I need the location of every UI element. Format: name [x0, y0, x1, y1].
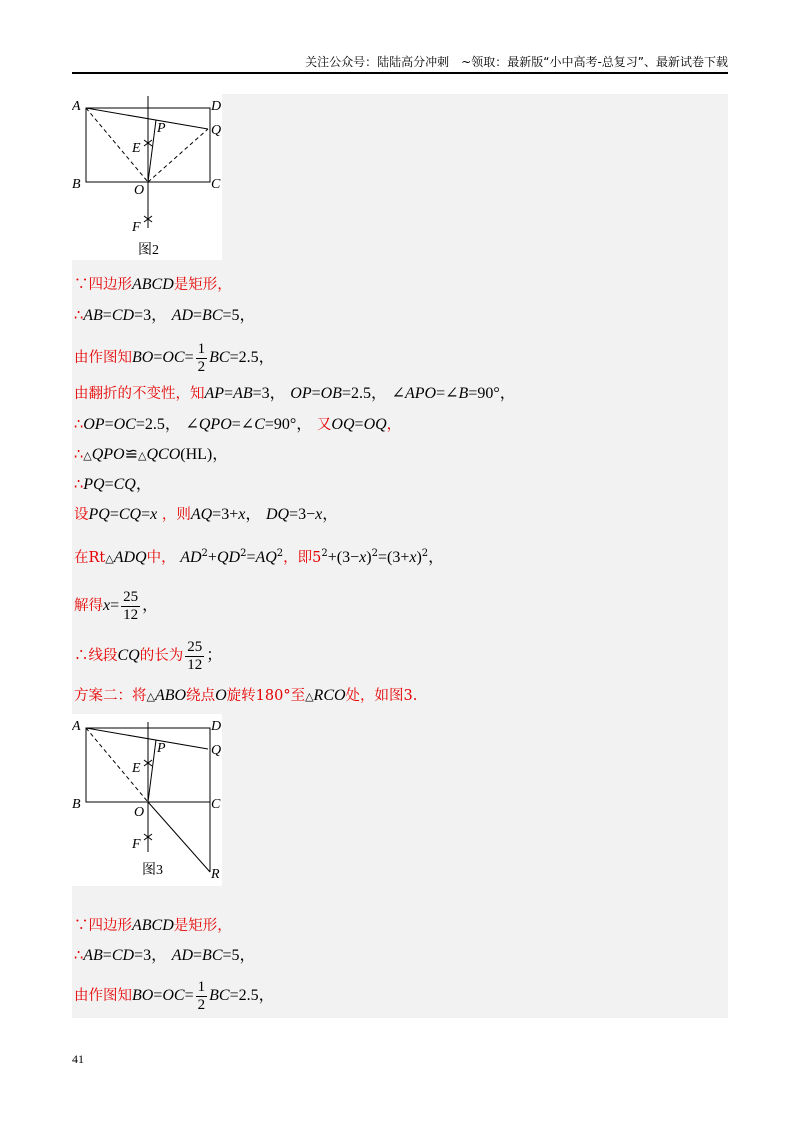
- seg: ∴: [74, 417, 84, 433]
- seg: △: [105, 552, 114, 565]
- seg: ，: [386, 417, 402, 433]
- seg: CD: [111, 307, 135, 324]
- seg: ，则: [161, 507, 191, 523]
- seg: AB: [83, 947, 103, 964]
- seg: 方案二：将: [74, 688, 147, 704]
- seg: ∴: [74, 447, 84, 463]
- seg: PQ: [83, 476, 105, 493]
- seg: 由作图知: [74, 350, 132, 366]
- seg: AD: [171, 947, 194, 964]
- seg: x: [238, 506, 246, 523]
- text-line-3: [74, 340, 275, 376]
- seg: OQ: [331, 416, 355, 433]
- seg: =3，: [252, 385, 286, 402]
- seg: ): [416, 548, 422, 566]
- seg: △: [83, 450, 92, 462]
- seg: AD: [171, 307, 194, 324]
- seg: =90°，: [264, 416, 313, 433]
- text-line-2: [74, 306, 256, 326]
- seg: OP: [290, 385, 312, 402]
- seg: 解得: [74, 598, 103, 614]
- seg: ，即5: [283, 549, 322, 566]
- label-r: R: [211, 867, 220, 882]
- figure-2: [72, 94, 222, 260]
- seg: QPO: [91, 446, 125, 463]
- seg: ，: [142, 597, 159, 614]
- line-aq: [86, 728, 208, 749]
- text-line-14: [74, 946, 256, 966]
- seg: C: [254, 416, 265, 433]
- seg: AD: [180, 548, 202, 566]
- seg: ABO: [154, 687, 187, 704]
- figure-2-caption: 图2: [138, 243, 159, 258]
- line-oq-dashed: [148, 129, 208, 182]
- frac-den: 12: [187, 656, 203, 673]
- frac-den: 2: [197, 996, 206, 1013]
- seg: ≌: [124, 446, 138, 463]
- seg: 处，如图3.: [345, 688, 418, 704]
- frac-den: 12: [123, 606, 139, 623]
- text-line-7: [74, 475, 152, 495]
- solution-content-block: [72, 94, 728, 1018]
- seg: QD: [216, 548, 241, 566]
- seg: QCO: [146, 446, 181, 463]
- sup: 2: [276, 548, 284, 559]
- seg: ，: [135, 476, 152, 493]
- seg: PQ: [88, 506, 110, 523]
- seg: ∵四边形: [74, 918, 132, 934]
- seg: BO: [132, 349, 154, 366]
- seg: BC: [202, 307, 223, 324]
- figure-3: [72, 714, 222, 886]
- label-o: O: [134, 805, 145, 820]
- seg: RCO: [313, 687, 346, 704]
- seg: 由翻折的不变性，知: [74, 386, 205, 402]
- sup: 2: [201, 548, 208, 559]
- seg: =: [354, 416, 364, 433]
- seg: OC: [162, 987, 185, 1004]
- seg: =: [104, 416, 114, 433]
- seg: BC: [209, 987, 230, 1004]
- line-or: [148, 802, 210, 872]
- seg: APO: [405, 385, 437, 402]
- seg: OB: [320, 385, 342, 402]
- seg: OC: [162, 349, 185, 366]
- seg: ，: [245, 506, 262, 523]
- page-number: 41: [72, 1052, 84, 1066]
- seg: =(3+: [377, 548, 410, 566]
- seg: +: [207, 548, 217, 566]
- seg: 旋转180°至: [226, 688, 306, 704]
- seg: =: [104, 476, 114, 493]
- label-q: Q: [211, 743, 222, 758]
- seg: =: [311, 385, 321, 402]
- seg: AB: [233, 385, 253, 402]
- frac-num: 25: [187, 638, 203, 655]
- seg: ∴: [74, 308, 84, 324]
- frac-num: 1: [197, 978, 206, 995]
- seg: CQ: [118, 506, 142, 523]
- seg: OC: [113, 416, 136, 433]
- seg: △: [305, 691, 314, 703]
- seg: ∴: [74, 477, 84, 493]
- label-c: C: [211, 177, 221, 192]
- frac-den: 2: [197, 358, 206, 375]
- figure-3-caption: 图3: [142, 863, 163, 878]
- seg: 由作图知: [74, 988, 132, 1004]
- text-line-4: [74, 384, 516, 404]
- label-e: E: [132, 761, 141, 776]
- seg: DQ: [265, 506, 290, 523]
- text-line-11: [74, 638, 222, 674]
- seg: =2.5，: [229, 987, 275, 1004]
- label-b: B: [72, 797, 81, 812]
- header-rule: [72, 72, 728, 74]
- seg: OQ: [363, 416, 387, 433]
- seg: ∵四边形: [74, 277, 132, 293]
- seg: ，: [428, 548, 445, 566]
- seg: =2.5，: [135, 416, 181, 433]
- seg: =: [102, 307, 112, 324]
- seg: ；: [206, 647, 223, 664]
- seg: =: [153, 349, 163, 366]
- text-line-12: [74, 686, 417, 707]
- label-q: Q: [211, 123, 222, 138]
- line-po: [148, 740, 156, 802]
- seg: 是矩形，: [173, 277, 232, 293]
- seg: △: [146, 691, 155, 703]
- seg: OP: [83, 416, 105, 433]
- seg: =: [184, 349, 194, 366]
- seg: =2.5，: [229, 349, 275, 366]
- label-e: E: [132, 141, 141, 156]
- label-d: D: [211, 99, 222, 114]
- frac-num: 25: [123, 588, 139, 605]
- seg: BC: [209, 349, 230, 366]
- seg: =5，: [222, 307, 256, 324]
- seg: O: [215, 687, 227, 704]
- seg: =3，: [134, 947, 168, 964]
- sup: 2: [421, 548, 429, 559]
- seg: =: [153, 987, 163, 1004]
- label-o: O: [134, 183, 145, 198]
- label-f: F: [132, 837, 141, 852]
- seg: AB: [83, 307, 103, 324]
- fraction-half: [196, 341, 208, 376]
- seg: x: [103, 597, 111, 614]
- seg: ): [366, 548, 372, 566]
- frac-num: 1: [197, 340, 206, 357]
- seg: QPO: [198, 416, 232, 433]
- seg: =90°，: [468, 385, 516, 402]
- text-line-15: [74, 978, 275, 1014]
- sup: 2: [321, 548, 328, 559]
- seg: ADQ: [113, 548, 147, 566]
- label-b: B: [72, 177, 81, 192]
- seg: AP: [204, 385, 225, 402]
- label-p: P: [157, 741, 166, 756]
- seg: △: [138, 450, 147, 462]
- seg: ∠: [391, 385, 405, 402]
- figure-2-diagram: [72, 94, 222, 260]
- seg: =5，: [222, 947, 256, 964]
- seg: ∠: [185, 416, 199, 433]
- text-line-8: [74, 505, 338, 525]
- seg: 设: [74, 507, 89, 523]
- seg: =: [193, 307, 203, 324]
- seg: =: [246, 548, 256, 566]
- seg: =: [193, 947, 203, 964]
- seg: CQ: [113, 476, 136, 493]
- label-a: A: [72, 99, 81, 114]
- seg: 的长为: [139, 648, 184, 664]
- seg: 又: [316, 417, 332, 433]
- text-line-1: [74, 275, 232, 295]
- line-aq: [86, 108, 208, 129]
- seg: x: [150, 506, 158, 523]
- seg: x: [359, 548, 367, 566]
- figure-3-diagram: [72, 714, 222, 886]
- fraction-half: [196, 979, 208, 1014]
- seg: 是矩形，: [173, 918, 232, 934]
- seg: =2.5，: [341, 385, 387, 402]
- text-line-9: [74, 544, 444, 569]
- seg: =: [110, 597, 120, 614]
- line-po: [148, 120, 156, 182]
- label-c: C: [211, 797, 221, 812]
- label-a: A: [72, 719, 81, 734]
- page-header: 关注公众号：陆陆高分冲刺 ~领取：最新版“小中高考-总复习”、最新试卷下载: [305, 55, 728, 69]
- seg: =3+: [212, 506, 239, 523]
- seg: =3，: [134, 307, 168, 324]
- text-line-5: [74, 415, 401, 435]
- seg: =3−: [289, 506, 316, 523]
- seg: B: [458, 385, 469, 402]
- seg: (HL)，: [180, 446, 229, 463]
- seg: 中，: [146, 549, 176, 566]
- label-p: P: [157, 121, 166, 136]
- seg: =: [109, 506, 119, 523]
- seg: x: [409, 548, 417, 566]
- sup: 2: [371, 548, 378, 559]
- seg: =: [224, 385, 234, 402]
- label-f: F: [132, 220, 141, 235]
- label-d: D: [211, 719, 222, 734]
- seg: CD: [111, 947, 135, 964]
- seg: AQ: [255, 548, 277, 566]
- seg: =∠: [436, 385, 459, 402]
- seg: ，: [322, 506, 339, 523]
- fraction-25-12: [121, 589, 140, 624]
- text-line-6: [74, 445, 228, 466]
- seg: +(3−: [327, 548, 360, 566]
- seg: ABCD: [132, 276, 174, 293]
- seg: =: [141, 506, 151, 523]
- seg: AQ: [190, 506, 213, 523]
- seg: 在Rt: [74, 549, 106, 566]
- seg: ∴线段: [74, 648, 118, 664]
- seg: =: [184, 987, 194, 1004]
- seg: 绕点: [186, 688, 216, 704]
- seg: BC: [202, 947, 223, 964]
- seg: x: [315, 506, 323, 523]
- sup: 2: [240, 548, 247, 559]
- seg: =: [102, 947, 112, 964]
- text-line-13: [74, 916, 232, 936]
- seg: CQ: [117, 647, 140, 664]
- fraction-25-12: [185, 639, 204, 674]
- seg: BO: [132, 987, 154, 1004]
- seg: ABCD: [132, 917, 174, 934]
- seg: =∠: [231, 416, 255, 433]
- seg: ∴: [74, 948, 84, 964]
- text-line-10: [74, 588, 158, 624]
